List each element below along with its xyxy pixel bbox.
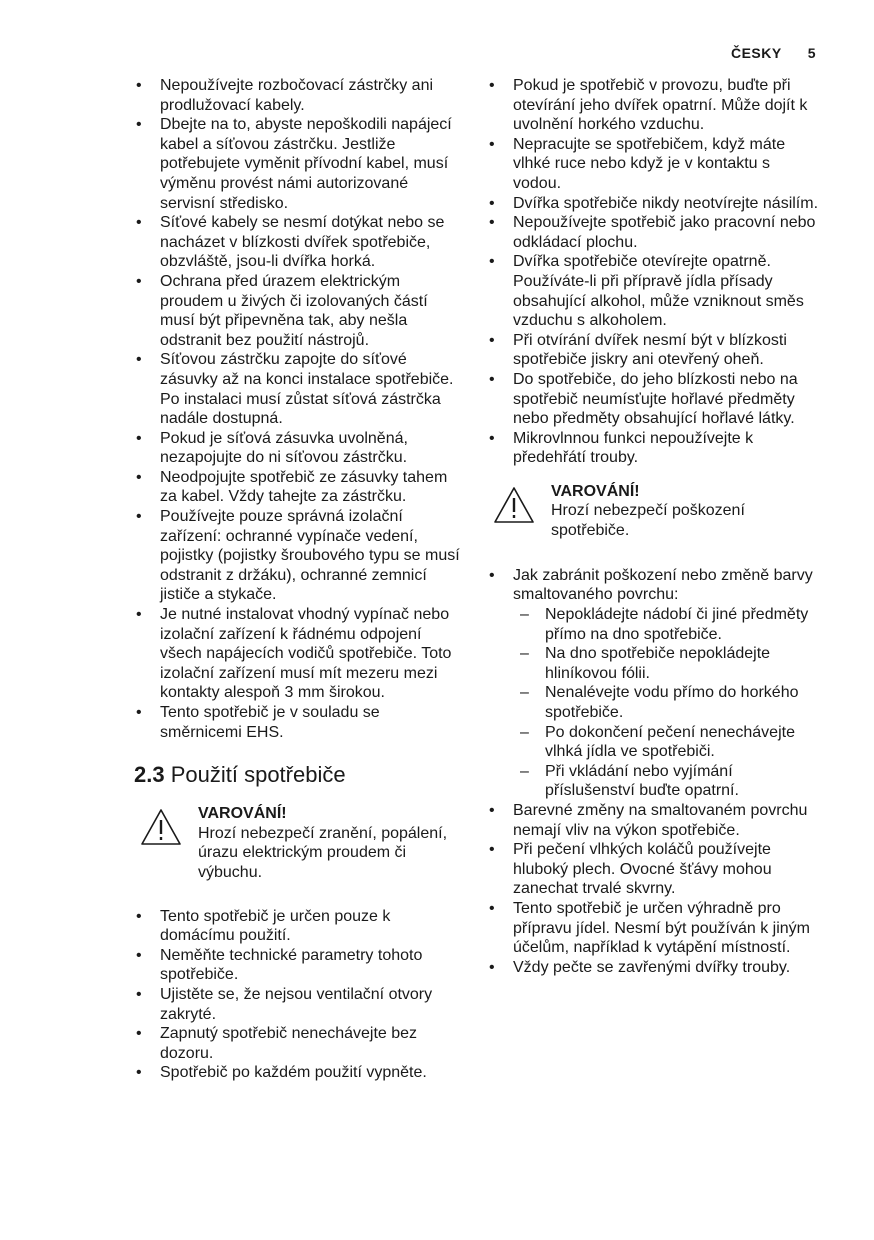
sub-list-item: – Po dokončení pečení nenechávejte vlhká jídla ve spotřebiči. xyxy=(513,723,822,762)
sub-list-item: – Na dno spotřebiče nepokládejte hliníkovou fólii. xyxy=(513,644,822,683)
list-item: • Je nutné instalovat vhodný vypínač nebo izolační zařízení k řádnému odpojení všech napájecích vodičů spotřebiče. Toto izolační zařízení musí mít mezeru mezi kontakty alespoň 3 mm širokou. xyxy=(134,605,464,703)
list-item: • Zapnutý spotřebič nenechávejte bez dozoru. xyxy=(134,1024,464,1063)
page-number: 5 xyxy=(807,45,816,61)
list-item: • Tento spotřebič je v souladu se směrnicemi EHS. xyxy=(134,703,464,742)
list-item: • Neodpojujte spotřebič ze zásuvky tahem za kabel. Vždy tahejte za zástrčku. xyxy=(134,468,464,507)
section-heading xyxy=(134,762,464,788)
list-item: • Do spotřebiče, do jeho blízkosti nebo na spotřebič neumísťujte hořlavé předměty nebo předměty obsahující hořlavé látky. xyxy=(487,370,822,429)
list-item: • Při pečení vlhkých koláčů používejte hluboký plech. Ovocné šťávy mohou zanechat trvalé skvrny. xyxy=(487,840,822,899)
sub-list-item: – Nenalévejte vodu přímo do horkého spotřebiče. xyxy=(513,683,822,722)
list-item: • Používejte pouze správná izolační zařízení: ochranné vypínače vedení, pojistky (pojistky šroubového typu se musí odstranit z držáku), ochranné zemnicí jističe a stykače. xyxy=(134,507,464,605)
warning-title: VAROVÁNÍ! xyxy=(198,805,287,823)
warning-title: VAROVÁNÍ! xyxy=(551,482,640,500)
enamel-sublist xyxy=(513,605,822,801)
list-item: • Neměňte technické parametry tohoto spotřebiče. xyxy=(134,946,464,985)
warning-text: Hrozí nebezpečí zranění, popálení, úrazu elektrickým proudem či výbuchu. xyxy=(198,824,448,881)
list-item: • Dvířka spotřebiče nikdy neotvírejte násilím. xyxy=(487,194,822,214)
page-header xyxy=(731,44,816,64)
list-item: • Mikrovlnnou funkci nepoužívejte k předehřátí trouby. xyxy=(487,429,822,468)
list-item: • Vždy pečte se zavřenými dvířky trouby. xyxy=(487,958,822,978)
usage-list xyxy=(134,907,464,1083)
right-column xyxy=(487,76,822,977)
section-number: 2.3 xyxy=(134,762,165,788)
left-column xyxy=(134,76,464,1083)
language-label: ČESKY xyxy=(730,45,782,61)
warning-text: Hrozí nebezpečí poškození spotřebiče. xyxy=(551,502,745,540)
list-item: • Při otvírání dvířek nesmí být v blízkosti spotřebiče jiskry ani otevřený oheň. xyxy=(487,331,822,370)
warning-box xyxy=(487,482,822,542)
safety-list-top xyxy=(134,76,464,742)
enamel-care-list xyxy=(487,566,822,977)
list-item: • Dbejte na to, abyste nepoškodili napájecí kabel a síťovou zástrčku. Jestliže potřebujete vyměnit přívodní kabel, musí výměnu provést námi autorizované servisní středisko. xyxy=(134,115,464,213)
warning-box xyxy=(134,804,464,882)
list-item: • Dvířka spotřebiče otevírejte opatrně. Používáte-li při přípravě jídla přísady obsahující alkohol, může vzniknout směs vzduchu s alkoholem. xyxy=(487,252,822,330)
list-item: • Tento spotřebič je určen pouze k domácímu použití. xyxy=(134,907,464,946)
enamel-intro: Jak zabránit poškození nebo změně barvy smaltovaného povrchu: xyxy=(513,566,813,604)
list-item: • Barevné změny na smaltovaném povrchu nemají vliv na výkon spotřebiče. xyxy=(487,801,822,840)
list-item: • Síťovou zástrčku zapojte do síťové zásuvky až na konci instalace spotřebiče. Po instalaci musí zůstat síťová zástrčka nadále dostupná. xyxy=(134,350,464,428)
section-title: Použití spotřebiče xyxy=(170,762,346,788)
list-item: • Nepracujte se spotřebičem, když máte vlhké ruce nebo když je v kontaktu s vodou. xyxy=(487,135,822,194)
list-item: • Nepoužívejte rozbočovací zástrčky ani prodlužovací kabely. xyxy=(134,76,464,115)
list-item: • Pokud je síťová zásuvka uvolněná, nezapojujte do ni síťovou zástrčku. xyxy=(134,429,464,468)
sub-list-item: – Při vkládání nebo vyjímání příslušenství buďte opatrní. xyxy=(513,762,822,801)
list-item: • Pokud je spotřebič v provozu, buďte při otevírání jeho dvířek opatrní. Může dojít k uvolnění horkého vzduchu. xyxy=(487,76,822,135)
warning-triangle-icon xyxy=(493,486,535,524)
safety-list-right xyxy=(487,76,822,468)
list-item: • Ochrana před úrazem elektrickým proudem u živých či izolovaných částí musí být připevněna tak, aby nešla odstranit bez použití nástrojů. xyxy=(134,272,464,350)
sub-list-item: – Nepokládejte nádobí či jiné předměty přímo na dno spotřebiče. xyxy=(513,605,822,644)
list-item: • Nepoužívejte spotřebič jako pracovní nebo odkládací plochu. xyxy=(487,213,822,252)
list-item: • Spotřebič po každém použití vypněte. xyxy=(134,1063,464,1083)
list-item: • Síťové kabely se nesmí dotýkat nebo se nacházet v blízkosti dvířek spotřebiče, obzvláště, jsou-li dvířka horká. xyxy=(134,213,464,272)
list-item: • Ujistěte se, že nejsou ventilační otvory zakryté. xyxy=(134,985,464,1024)
list-item xyxy=(487,566,822,801)
list-item: • Tento spotřebič je určen výhradně pro přípravu jídel. Nesmí být používán k jiným účelům, například k vytápění místností. xyxy=(487,899,822,958)
warning-triangle-icon xyxy=(140,808,182,846)
